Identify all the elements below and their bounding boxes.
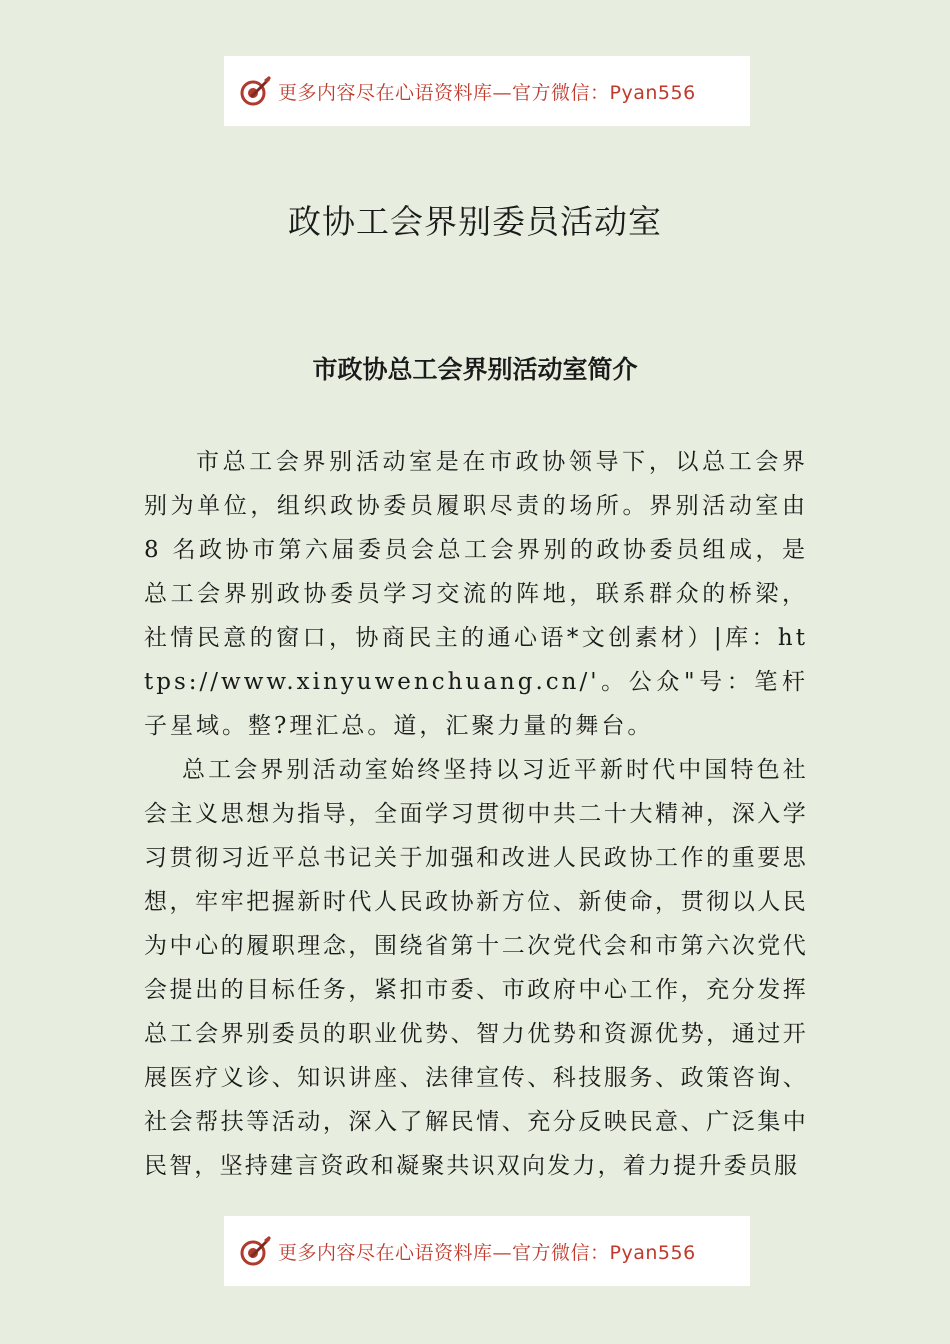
banner-text: 更多内容尽在心语资料库—官方微信：Pyan556: [278, 81, 696, 104]
wechat-id: Pyan556: [609, 81, 696, 104]
document-title: 政协工会界别委员活动室: [288, 202, 662, 241]
paragraph-1: 市总工会界别活动室是在市政协领导下，以总工会界别为单位，组织政协委员履职尽责的场所。界别活动室由8 名政协市第六届委员会总工会界别的政协委员组成，是总工会界别政协委员学习交流的阵地，联系群众的桥梁，社情民意的窗口，协商民主的通心语*文创素材）|库：https://www.xinyuwenchuang.cn/'。公众"号：笔杆子星域。整?理汇总。道，汇聚力量的舞台。: [144, 449, 808, 739]
paragraph-2: 总工会界别活动室始终坚持以习近平新时代中国特色社会主义思想为指导，全面学习贯彻中共二十大精神，深入学习贯彻习近平总书记关于加强和改进人民政协工作的重要思想，牢牢把握新时代人民政协新方位、新使命，贯彻以人民为中心的履职理念，围绕省第十二次党代会和市第六次党代会提出的目标任务，紧扣市委、市政府中心工作，充分发挥总工会界别委员的职业优势、智力优势和资源优势，通过开展医疗义诊、知识讲座、法律宣传、科技服务、政策咨询、社会帮扶等活动，深入了解民情、充分反映民意、广泛集中民智，坚持建言资政和凝聚共识双向发力，着力提升委员服: [144, 757, 808, 1179]
document-subtitle: 市政协总工会界别活动室简介: [312, 355, 638, 384]
header-banner: [224, 56, 750, 126]
banner-text: 更多内容尽在心语资料库—官方微信：Pyan556: [278, 1241, 696, 1264]
quill-logo-icon: [238, 74, 272, 108]
wechat-id: Pyan556: [609, 1241, 696, 1264]
quill-logo-icon: [238, 1234, 272, 1268]
footer-banner: [224, 1216, 750, 1286]
document-body: [144, 440, 808, 1188]
